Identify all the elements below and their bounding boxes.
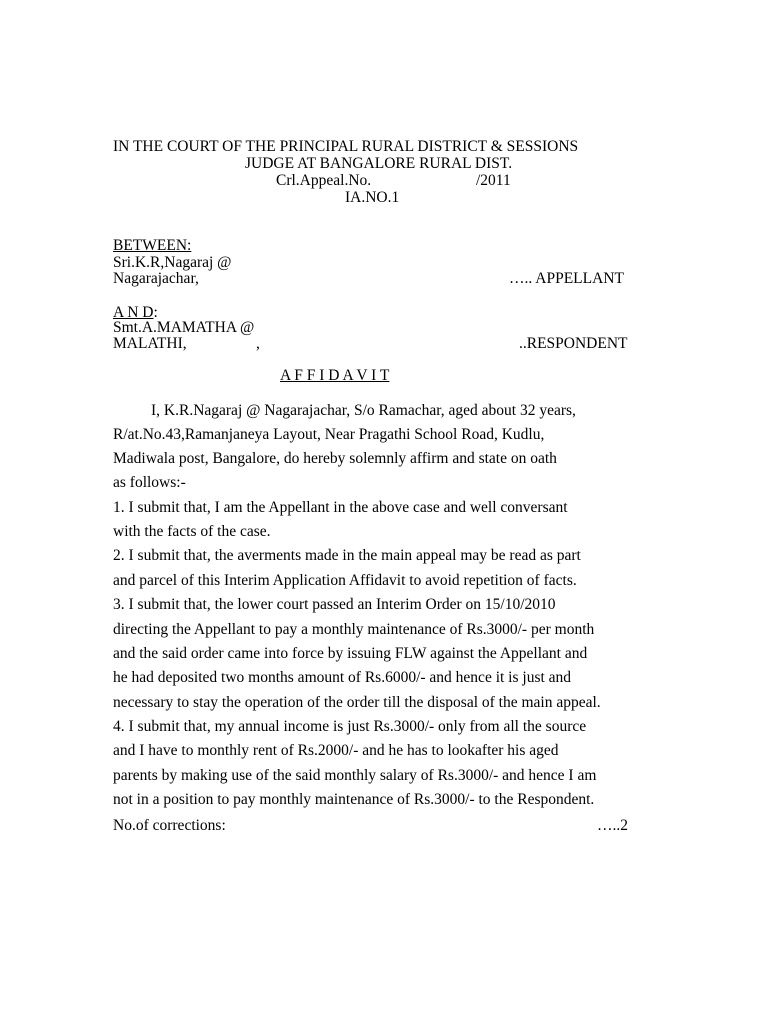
between-label: BETWEEN: (113, 237, 192, 254)
body-line: 2. I submit that, the averments made in the main appeal may be read as part (113, 547, 581, 564)
page-continuation: …..2 (597, 817, 628, 834)
and-label: A N D (113, 304, 154, 321)
body-line: parents by making use of the said monthly salary of Rs.3000/- and hence I am (113, 767, 597, 784)
and-colon: : (153, 304, 158, 321)
body-line: I, K.R.Nagaraj @ Nagarajachar, S/o Ramachar, aged about 32 years, (151, 402, 576, 419)
affidavit-title: A F F I D A V I T (280, 367, 390, 384)
body-line: he had deposited two months amount of Rs.6000/- and hence it is just and (113, 669, 572, 686)
body-line: and the said order came into force by issuing FLW against the Appellant and (113, 645, 588, 662)
appellant-name-line2: Nagarajachar, (113, 270, 199, 287)
body-line: necessary to stay the operation of the order till the disposal of the main appeal. (113, 694, 601, 711)
appeal-year: /2011 (476, 172, 511, 189)
respondent-name-line2: MALATHI, (113, 335, 187, 352)
body-line: 3. I submit that, the lower court passed an Interim Order on 15/10/2010 (113, 596, 556, 613)
respondent-role: ..RESPONDENT (519, 335, 628, 352)
respondent-name-line1: Smt.A.MAMATHA @ (113, 319, 255, 336)
court-title-line1: IN THE COURT OF THE PRINCIPAL RURAL DISTRICT & SESSIONS (113, 138, 579, 155)
body-line: 4. I submit that, my annual income is just Rs.3000/- only from all the source (113, 718, 587, 735)
court-title-line2: JUDGE AT BANGALORE RURAL DIST. (245, 155, 513, 172)
body-line: and parcel of this Interim Application Affidavit to avoid repetition of facts. (113, 572, 577, 589)
body-line: Madiwala post, Bangalore, do hereby solemnly affirm and state on oath (113, 450, 557, 467)
corrections-label: No.of corrections: (113, 817, 226, 834)
ia-number: IA.NO.1 (345, 189, 400, 206)
appellant-name-line1: Sri.K.R,Nagaraj @ (113, 254, 232, 271)
body-line: with the facts of the case. (113, 523, 271, 540)
body-line: 1. I submit that, I am the Appellant in the above case and well conversant (113, 499, 568, 516)
body-line: R/at.No.43,Ramanjaneya Layout, Near Pragathi School Road, Kudlu, (113, 426, 545, 443)
appeal-number-label: Crl.Appeal.No. (276, 172, 372, 189)
respondent-comma: , (256, 335, 260, 352)
body-line: as follows:- (113, 474, 186, 491)
appellant-role: ….. APPELLANT (509, 270, 624, 287)
body-line: not in a position to pay monthly maintenance of Rs.3000/- to the Respondent. (113, 791, 595, 808)
body-line: and I have to monthly rent of Rs.2000/- and he has to lookafter his aged (113, 742, 559, 759)
body-line: directing the Appellant to pay a monthly maintenance of Rs.3000/- per month (113, 621, 595, 638)
